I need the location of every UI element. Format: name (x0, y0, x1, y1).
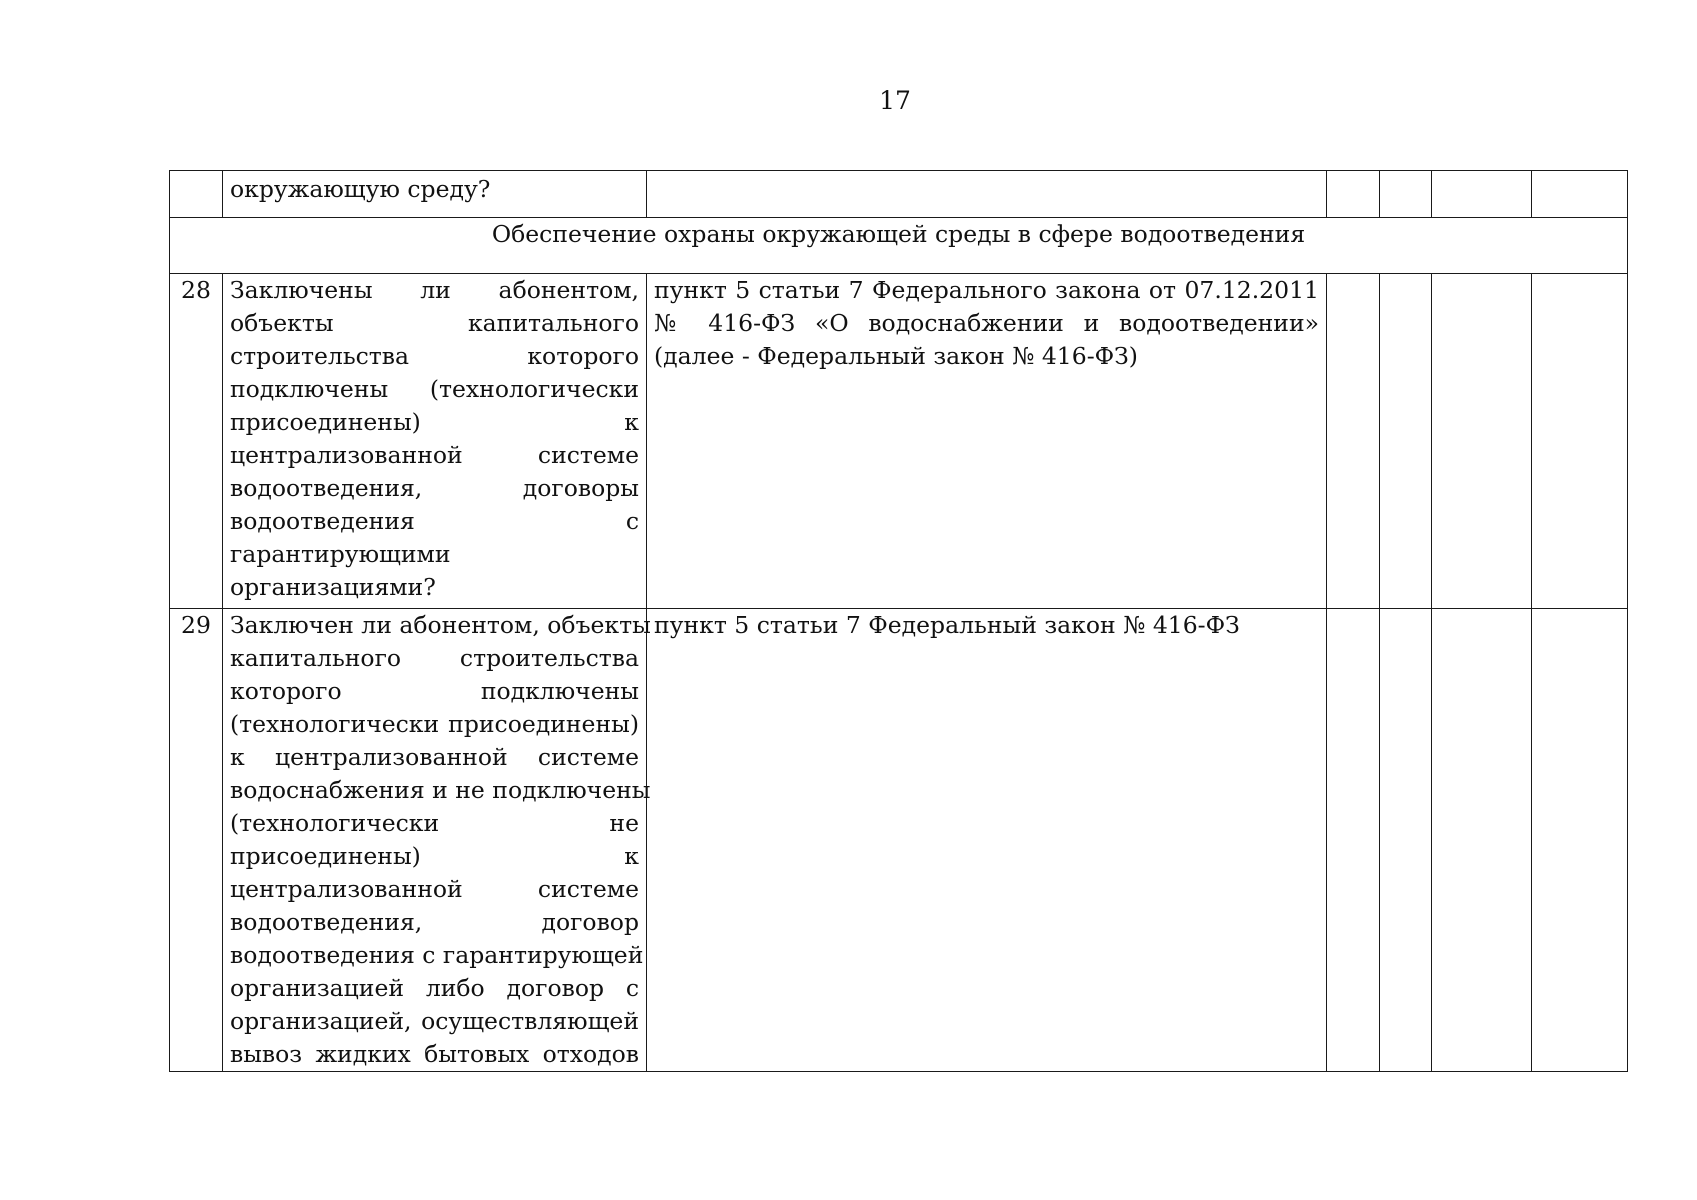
table-row-continuation (170, 171, 1628, 218)
section-header-row (170, 218, 1628, 274)
page-number: 17 (879, 86, 911, 115)
question-line: вывоз жидких бытовых отходов (230, 1040, 639, 1068)
cell-yes (1327, 609, 1380, 1072)
cell-no (1380, 609, 1432, 1072)
question-line: к централизованной системе (230, 743, 639, 771)
cell-no (1380, 171, 1432, 218)
cell-question (223, 274, 647, 609)
question-text: окружающую среду? (230, 175, 491, 203)
question-line: водоотведения с гарантирующей (230, 941, 644, 969)
reference-line: пункт 5 статьи 7 Федеральный закон № 416-ФЗ (654, 611, 1240, 639)
question-line: организациями? (230, 573, 436, 601)
question-line: строительства которого (230, 342, 639, 370)
cell-na (1432, 274, 1532, 609)
table-row (170, 609, 1628, 1072)
cell-no (1380, 274, 1432, 609)
question-line: водоотведения с (230, 507, 639, 535)
cell-reference (647, 171, 1327, 218)
row-number: 29 (170, 609, 223, 1072)
question-line: объекты капитального (230, 309, 639, 337)
question-line: капитального строительства (230, 644, 639, 672)
cell-note (1532, 274, 1628, 609)
question-line: присоединены) к (230, 842, 639, 870)
cell-na (1432, 609, 1532, 1072)
reference-line: № 416-ФЗ «О водоснабжении и водоотведении» (654, 309, 1319, 337)
cell-note (1532, 609, 1628, 1072)
reference-line: (далее - Федеральный закон № 416-ФЗ) (654, 342, 1138, 370)
question-line: Заключены ли абонентом, (230, 276, 639, 304)
question-line: организацией, осуществляющей (230, 1007, 639, 1035)
cell-reference (647, 609, 1327, 1072)
question-line: централизованной системе (230, 441, 639, 469)
question-line: гарантирующими (230, 540, 451, 568)
reference-line: пункт 5 статьи 7 Федерального закона от 07.12.2011 (654, 276, 1319, 304)
question-line: водоотведения, договоры (230, 474, 639, 502)
cell-yes (1327, 171, 1380, 218)
cell-question (223, 609, 651, 1072)
section-title: Обеспечение охраны окружающей среды в сфере водоотведения (170, 218, 1628, 274)
question-line: присоединены) к (230, 408, 639, 436)
question-line: централизованной системе (230, 875, 639, 903)
cell-yes (1327, 274, 1380, 609)
cell-question (223, 171, 647, 218)
question-line: (технологически присоединены) (230, 710, 639, 738)
question-line: водоснабжения и не подключены (230, 776, 651, 804)
cell-note (1532, 171, 1628, 218)
cell-num (170, 171, 223, 218)
table-row (170, 274, 1628, 609)
cell-na (1432, 171, 1532, 218)
question-line: (технологически не (230, 809, 639, 837)
question-line: организацией либо договор с (230, 974, 639, 1002)
question-line: водоотведения, договор (230, 908, 639, 936)
checklist-table (169, 170, 1628, 1072)
question-line: подключены (технологически (230, 375, 639, 403)
cell-reference (647, 274, 1327, 609)
row-number: 28 (170, 274, 223, 609)
question-line: которого подключены (230, 677, 639, 705)
question-line: Заключен ли абонентом, объекты (230, 611, 651, 639)
